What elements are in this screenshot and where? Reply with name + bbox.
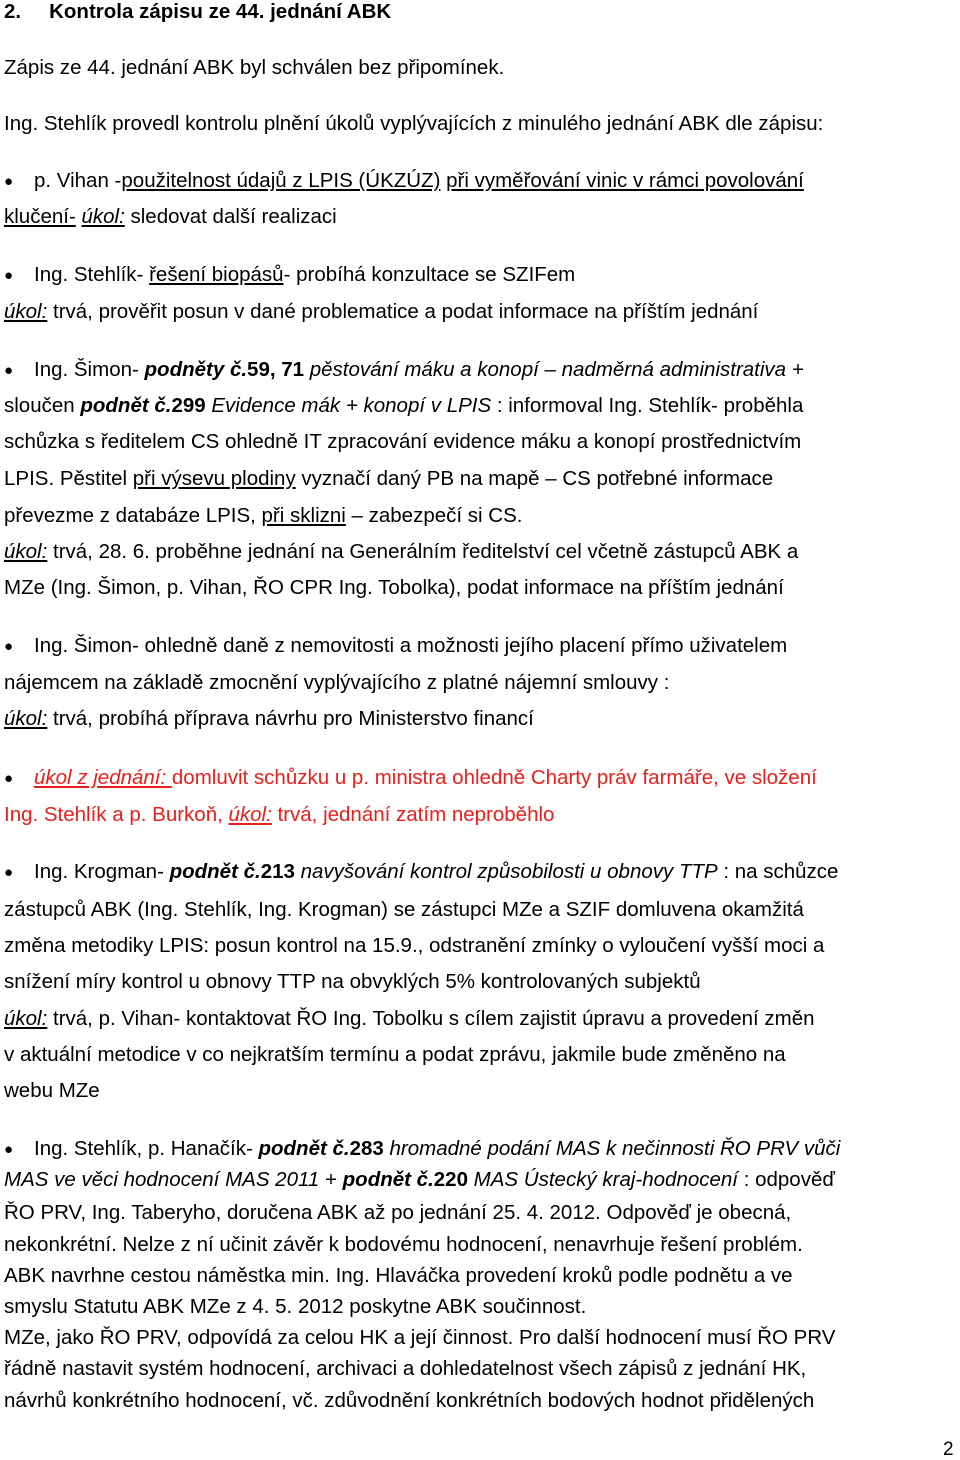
item-2-line-2: úkol: trvá, prověřit posun v dané problematice a podat informace na příštím jednání [4, 300, 759, 323]
item-1-line-1: p. Vihan -použitelnost údajů z LPIS (ÚKZÚZ) při vyměřování vinic v rámci povolování [34, 169, 804, 192]
item-6-line-4: snížení míry kontrol u obnovy TTP na obvyklých 5% kontrolovaných subjektů [4, 970, 701, 993]
item-7-line-7: MZe, jako ŘO PRV, odpovídá za celou HK a její činnost. Pro další hodnocení musí ŘO PRV [4, 1326, 836, 1349]
item-5-line-2: Ing. Stehlík a p. Burkoň, úkol: trvá, jednání zatím neproběhlo [4, 803, 555, 826]
bullet-icon: ● [4, 362, 14, 379]
item-1-line-2: klučení- úkol: sledovat další realizaci [4, 205, 337, 228]
item-4-line-1: Ing. Šimon- ohledně daně z nemovitosti a možnosti jejího placení přímo uživatelem [34, 634, 788, 657]
item-7-line-9: návrhů konkrétního hodnocení, vč. zdůvodnění konkrétních bodových hodnot přidělených [4, 1389, 815, 1412]
item-7-line-5: ABK navrhne cestou náměstka min. Ing. Hlaváčka provedení kroků podle podnětu a ve [4, 1264, 793, 1287]
section-heading [4, 2, 391, 23]
item-6-line-5: úkol: trvá, p. Vihan- kontaktovat ŘO Ing. Tobolku s cílem zajistit úpravu a provedení změn [4, 1007, 815, 1030]
item-7-line-1: Ing. Stehlík, p. Hanačík- podnět č.283 hromadné podání MAS k nečinnosti ŘO PRV vůči [34, 1137, 841, 1160]
item-7-line-3: ŘO PRV, Ing. Taberyho, doručena ABK až po jednání 25. 4. 2012. Odpověď je obecná, [4, 1201, 792, 1224]
page-number: 2 [943, 1439, 954, 1460]
item-3-line-1: Ing. Šimon- podněty č.59, 71 pěstování máku a konopí – nadměrná administrativa + [34, 358, 804, 381]
item-3-line-5: převezme z databáze LPIS, při sklizni – zabezpečí si CS. [4, 504, 523, 527]
item-6-line-1: Ing. Krogman- podnět č.213 navyšování kontrol způsobilosti u obnovy TTP : na schůzce [34, 860, 839, 883]
item-4-line-3: úkol: trvá, probíhá příprava návrhu pro Ministerstvo financí [4, 707, 534, 730]
item-7-line-4: nekonkrétní. Nelze z ní učinit závěr k bodovému hodnocení, nenavrhuje řešení problém. [4, 1233, 803, 1256]
item-7-line-6: smyslu Statutu ABK MZe z 4. 5. 2012 poskytne ABK součinnost. [4, 1295, 587, 1318]
bullet-icon: ● [4, 1141, 14, 1158]
item-6-line-6: v aktuální metodice v co nejkratším termínu a podat zprávu, jakmile bude změněno na [4, 1043, 786, 1066]
bullet-icon: ● [4, 864, 14, 881]
item-7-line-2: MAS ve věci hodnocení MAS 2011 + podnět č.220 MAS Ústecký kraj-hodnocení : odpověď [4, 1168, 835, 1191]
section-title: Kontrola zápisu ze 44. jednání ABK [49, 0, 392, 23]
item-4-line-2: nájemcem na základě zmocnění vyplývajícího z platné nájemní smlouvy : [4, 671, 670, 694]
item-5-line-1: úkol z jednání: domluvit schůzku u p. ministra ohledně Charty práv farmáře, ve složení [34, 766, 817, 789]
item-2-line-1: Ing. Stehlík- řešení biopásů- probíhá konzultace se SZIFem [34, 263, 576, 286]
control-intro-text: Ing. Stehlík provedl kontrolu plnění úkolů vyplývajících z minulého jednání ABK dle zápisu: [4, 112, 824, 135]
item-7-line-8: řádně nastavit systém hodnocení, archivaci a dohledatelnost všech zápisů z jednání HK, [4, 1357, 807, 1380]
section-number: 2. [4, 0, 22, 23]
item-3-line-3: schůzka s ředitelem CS ohledně IT zpracování evidence máku a konopí prostřednictvím [4, 430, 802, 453]
item-3-line-4: LPIS. Pěstitel při výsevu plodiny vyznačí daný PB na mapě – CS potřebné informace [4, 467, 774, 490]
item-3-line-6: úkol: trvá, 28. 6. proběhne jednání na Generálním ředitelství cel včetně zástupců ABK a [4, 540, 799, 563]
item-6-line-2: zástupců ABK (Ing. Stehlík, Ing. Krogman) se zástupci MZe a SZIF domluvena okamžitá [4, 898, 804, 921]
item-3-line-7: MZe (Ing. Šimon, p. Vihan, ŘO CPR Ing. Tobolka), podat informace na příštím jednání [4, 576, 784, 599]
bullet-icon: ● [4, 267, 14, 284]
item-6-line-3: změna metodiky LPIS: posun kontrol na 15.9., odstranění zmínky o vyloučení vyšší moci a [4, 934, 825, 957]
approval-text: Zápis ze 44. jednání ABK byl schválen bez připomínek. [4, 56, 505, 79]
bullet-icon: ● [4, 638, 14, 655]
bullet-icon: ● [4, 173, 14, 190]
bullet-icon: ● [4, 770, 14, 787]
item-3-line-2: sloučen podnět č.299 Evidence mák + konopí v LPIS : informoval Ing. Stehlík- proběhla [4, 394, 804, 417]
item-6-line-7: webu MZe [4, 1079, 100, 1102]
